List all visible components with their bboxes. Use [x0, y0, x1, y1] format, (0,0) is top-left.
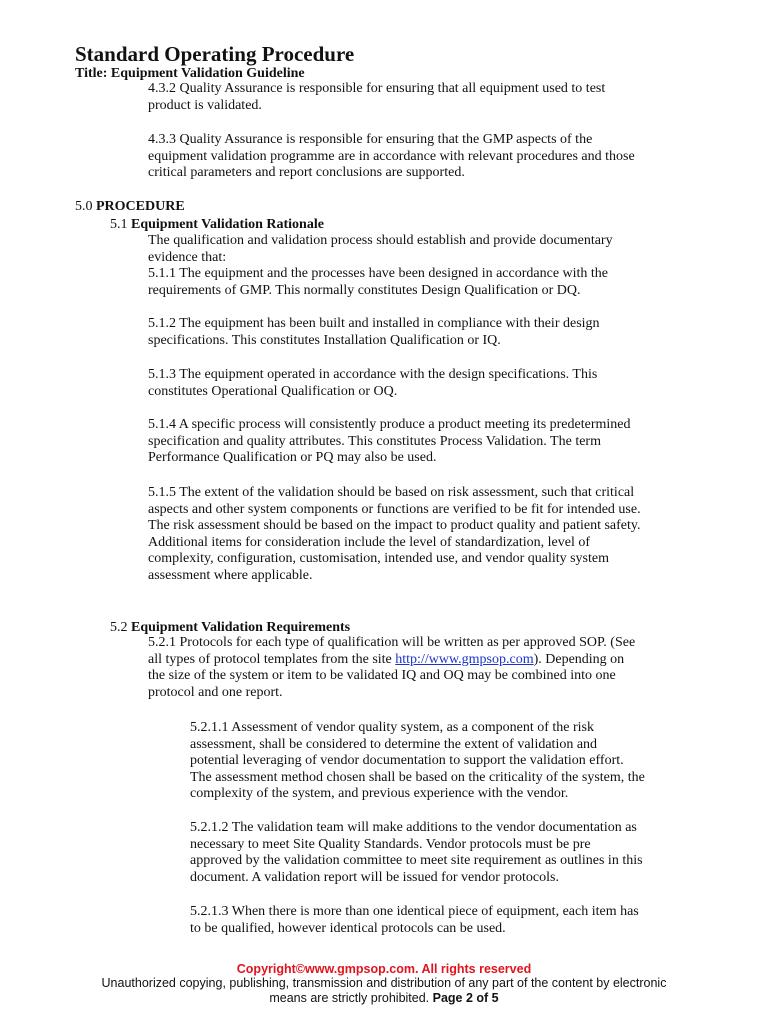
text-line: to be qualified, however identical protocols can be used. [190, 920, 506, 936]
text-line: 5.2.1.3 When there is more than one identical piece of equipment, each item has [190, 904, 639, 919]
text-line: protocol and one report. [148, 684, 283, 700]
text-fragment: all types of protocol templates from the site [148, 651, 396, 667]
section-number: 5.1 [110, 217, 131, 232]
text-line: 5.2.1.1 Assessment of vendor quality system, as a component of the risk [190, 720, 594, 735]
paragraph-4-3-2 [148, 81, 605, 114]
text-line: 5.1.3 The equipment operated in accordance with the design specifications. This [148, 367, 598, 382]
section-title: Equipment Validation Rationale [131, 217, 324, 232]
paragraph-5-2-1-2 [190, 820, 643, 886]
text-line: approved by the validation committee to meet site requirement as outlines in this [190, 853, 643, 869]
text-line [0, 991, 768, 1006]
paragraph-5-1-3 [148, 367, 597, 400]
paragraph-5-1-intro [148, 233, 613, 299]
text-line [148, 652, 635, 669]
text-line: product is validated. [148, 97, 262, 113]
text-line: Unauthorized copying, publishing, transmission and distribution of any part of the content by electronic [101, 976, 667, 990]
paragraph-5-2-1-1 [190, 720, 645, 803]
text-line: Performance Qualification or PQ may also be used. [148, 450, 437, 466]
text-line: 5.2.1 Protocols for each type of qualification will be written as per approved SOP. (See [148, 635, 636, 650]
page-number: Page 2 of 5 [432, 991, 499, 1005]
copyright-notice: Copyright©www.gmpsop.com. All rights reserved [236, 962, 532, 976]
text-line: aspects and other system components or functions are verified to be fit for intended use. [148, 501, 641, 517]
text-line: equipment validation programme are in accordance with relevant procedures and those [148, 148, 635, 164]
text-fragment: ). Depending on [533, 651, 625, 667]
text-line: assessment where applicable. [148, 567, 313, 583]
paragraph-5-1-2 [148, 316, 600, 349]
text-line: 5.1.2 The equipment has been built and installed in compliance with their design [148, 316, 600, 331]
document-title: Standard Operating Procedure [75, 42, 355, 66]
text-line: complexity, configuration, customisation, intended use, and vendor quality system [148, 551, 610, 567]
section-number: 5.0 [75, 199, 96, 214]
text-fragment: means are strictly prohibited. [269, 991, 433, 1005]
section-title: PROCEDURE [96, 199, 185, 214]
section-title: Equipment Validation Requirements [131, 620, 351, 635]
text-line: critical parameters and report conclusions are supported. [148, 165, 465, 181]
text-line: 4.3.2 Quality Assurance is responsible for ensuring that all equipment used to test [148, 81, 606, 96]
text-line: evidence that: [148, 249, 227, 265]
text-line: The assessment method chosen shall be based on the criticality of the system, the [190, 769, 645, 785]
section-number: 5.2 [110, 620, 131, 635]
usage-notice [0, 976, 768, 1006]
paragraph-5-2-1-3 [190, 904, 639, 937]
text-line: 4.3.3 Quality Assurance is responsible for ensuring that the GMP aspects of the [148, 132, 593, 147]
text-line: constitutes Operational Qualification or OQ. [148, 383, 398, 399]
text-line: 5.1.1 The equipment and the processes have been designed in accordance with the [148, 266, 609, 282]
gmpsop-site-link[interactable]: http://www.gmpsop.com [395, 651, 534, 667]
text-line: 5.1.5 The extent of the validation should be based on risk assessment, such that critical [148, 485, 635, 500]
text-line: potential leveraging of vendor documentation to support the validation effort. [190, 753, 624, 769]
section-heading-5-0 [75, 198, 185, 215]
document-subtitle: Title: Equipment Validation Guideline [75, 66, 305, 81]
paragraph-4-3-3 [148, 132, 635, 182]
section-heading-5-2 [110, 619, 350, 636]
section-heading-5-1 [110, 216, 324, 233]
text-line: requirements of GMP. This normally constitutes Design Qualification or DQ. [148, 282, 581, 298]
text-line: specification and quality attributes. This constitutes Process Validation. The term [148, 433, 601, 449]
text-line: Additional items for consideration include the level of standardization, level of [148, 534, 591, 550]
text-line: complexity of the system, and previous experience with the vendor. [190, 786, 569, 802]
text-line: The risk assessment should be based on the impact to product quality and patient safety. [148, 518, 641, 534]
text-line: 5.1.4 A specific process will consistently produce a product meeting its predetermined [148, 417, 631, 432]
text-line: necessary to meet Site Quality Standards. Vendor protocols must be pre [190, 836, 591, 852]
paragraph-5-2-1 [148, 635, 635, 701]
text-line: 5.2.1.2 The validation team will make additions to the vendor documentation as [190, 820, 637, 835]
paragraph-5-1-4 [148, 417, 631, 467]
text-line: document. A validation report will be issued for vendor protocols. [190, 869, 559, 885]
text-line: assessment, shall be considered to determine the extent of validation and [190, 736, 598, 752]
text-line: specifications. This constitutes Installation Qualification or IQ. [148, 332, 501, 348]
paragraph-5-1-5 [148, 485, 641, 585]
text-line: the size of the system or item to be validated IQ and OQ may be combined into one [148, 668, 616, 684]
text-line: The qualification and validation process should establish and provide documentary [148, 233, 613, 248]
